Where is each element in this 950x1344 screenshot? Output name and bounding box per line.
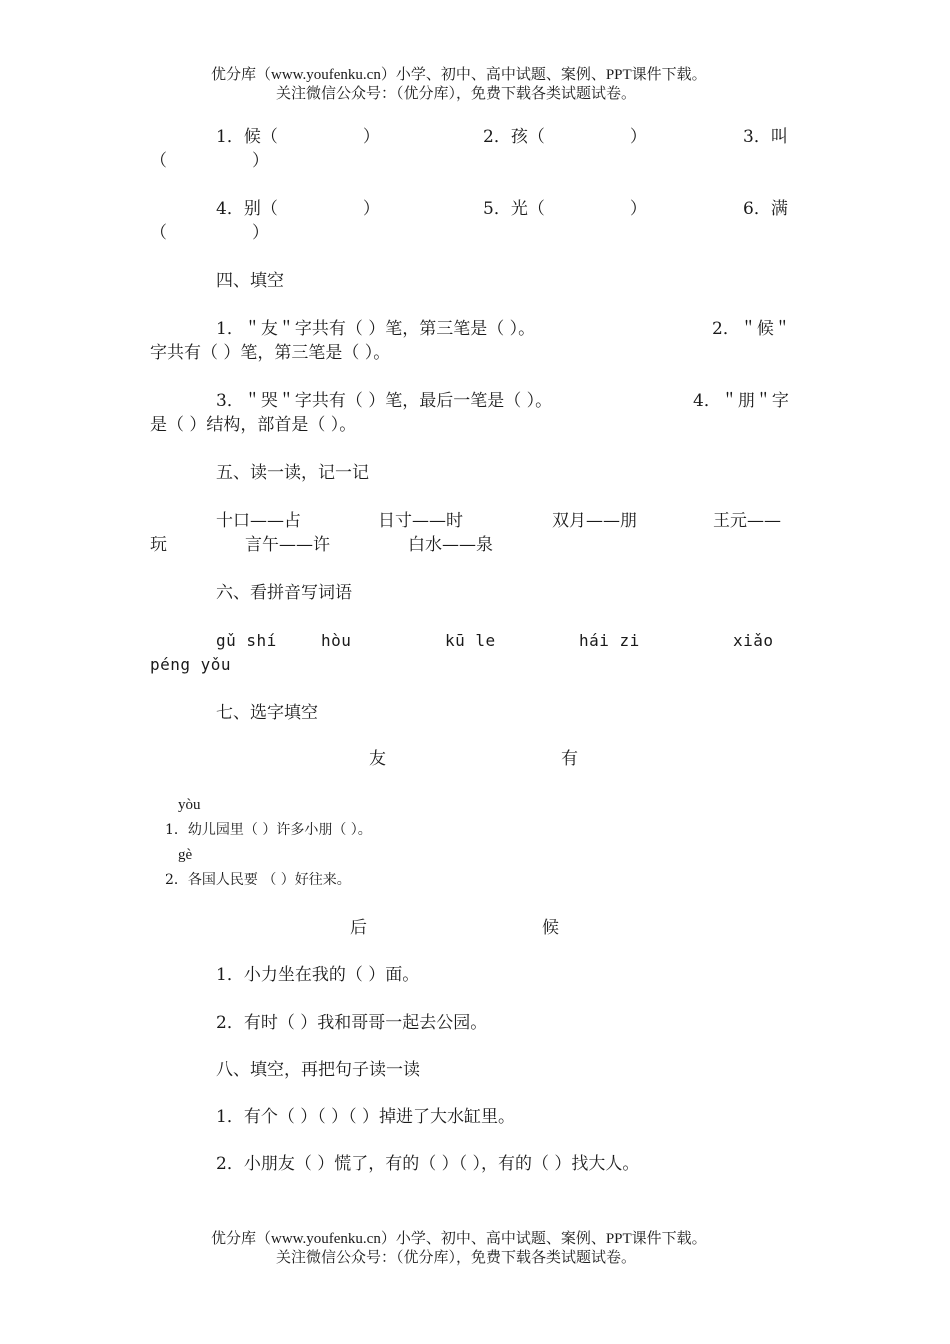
footer-line-1: 优分库（www.youfenku.cn）小学、初中、高中试题、案例、PPT课件下载。 bbox=[211, 1231, 707, 1247]
memory-item: 玩 bbox=[150, 535, 167, 555]
sentence-question-1: 1．有个（ ）（ ）（ ）掉进了大水缸里。 bbox=[216, 1107, 516, 1127]
word-item-2: 2．孩（ ） bbox=[483, 127, 647, 147]
word-item-3: 3．叫 bbox=[743, 127, 788, 147]
header-line-1: 优分库（www.youfenku.cn）小学、初中、高中试题、案例、PPT课件下载。 bbox=[211, 67, 707, 83]
choice-character: 候 bbox=[542, 918, 559, 938]
footer-line-2: 关注微信公众号：（优分库），免费下载各类试题试卷。 bbox=[276, 1250, 637, 1266]
word-item-6: 6．满 bbox=[743, 199, 788, 219]
word-item-4: 4．别（ ） bbox=[216, 199, 380, 219]
memory-item: 双月——朋 bbox=[552, 511, 637, 531]
choice-character: 友 bbox=[369, 749, 386, 769]
choice-question-4: 2．有时（ ）我和哥哥一起去公园。 bbox=[216, 1013, 488, 1033]
header-line-2: 关注微信公众号：（优分库），免费下载各类试题试卷。 bbox=[276, 86, 637, 102]
pinyin-annotation: yòu bbox=[178, 797, 201, 813]
fill-question-1: 1．＂友＂字共有（ ）笔，第三笔是（ ）。 bbox=[216, 319, 536, 339]
pinyin-item: xiǎo bbox=[733, 631, 774, 650]
section-5-title: 五、读一读，记一记 bbox=[216, 463, 369, 483]
fill-question-2-continued: 字共有（ ）笔，第三笔是（ ）。 bbox=[150, 343, 391, 363]
memory-item: 言午——许 bbox=[245, 535, 330, 555]
pinyin-annotation: gè bbox=[178, 847, 193, 863]
pinyin-item: hái zi bbox=[579, 631, 640, 650]
fill-question-3: 3．＂哭＂字共有（ ）笔，最后一笔是（ ）。 bbox=[216, 391, 553, 411]
word-item-3-continued: （ ） bbox=[150, 151, 269, 171]
section-7-title: 七、选字填空 bbox=[216, 703, 318, 723]
memory-item: 王元—— bbox=[713, 511, 781, 531]
memory-item: 十口——占 bbox=[216, 511, 301, 531]
pinyin-item: kū le bbox=[445, 631, 496, 650]
fill-question-4: 4．＂朋＂字 bbox=[693, 391, 789, 411]
section-4-title: 四、填空 bbox=[216, 271, 284, 291]
pinyin-item: péng yǒu bbox=[150, 655, 232, 674]
choice-character: 后 bbox=[350, 918, 367, 938]
sentence-question-2: 2．小朋友（ ）慌了，有的（ ）（ ），有的（ ）找大人。 bbox=[216, 1154, 640, 1174]
choice-question-1: 1．幼儿园里（ ）许多小朋（ ）。 bbox=[165, 822, 372, 838]
word-item-6-continued: （ ） bbox=[150, 223, 269, 243]
pinyin-item: hòu bbox=[321, 631, 352, 650]
fill-question-4-continued: 是（ ）结构，部首是（ ）。 bbox=[150, 415, 357, 435]
section-8-title: 八、填空，再把句子读一读 bbox=[216, 1060, 420, 1080]
section-6-title: 六、看拼音写词语 bbox=[216, 583, 352, 603]
word-item-5: 5．光（ ） bbox=[483, 199, 647, 219]
choice-character: 有 bbox=[561, 749, 578, 769]
memory-item: 白水——泉 bbox=[408, 535, 493, 555]
pinyin-item: gǔ shí bbox=[216, 631, 277, 650]
fill-question-2: 2．＂候＂ bbox=[712, 319, 791, 339]
choice-question-2: 2．各国人民要 （ ）好往来。 bbox=[165, 872, 351, 888]
memory-item: 日寸——时 bbox=[378, 511, 463, 531]
choice-question-3: 1．小力坐在我的（ ）面。 bbox=[216, 965, 420, 985]
word-item-1: 1．候（ ） bbox=[216, 127, 380, 147]
